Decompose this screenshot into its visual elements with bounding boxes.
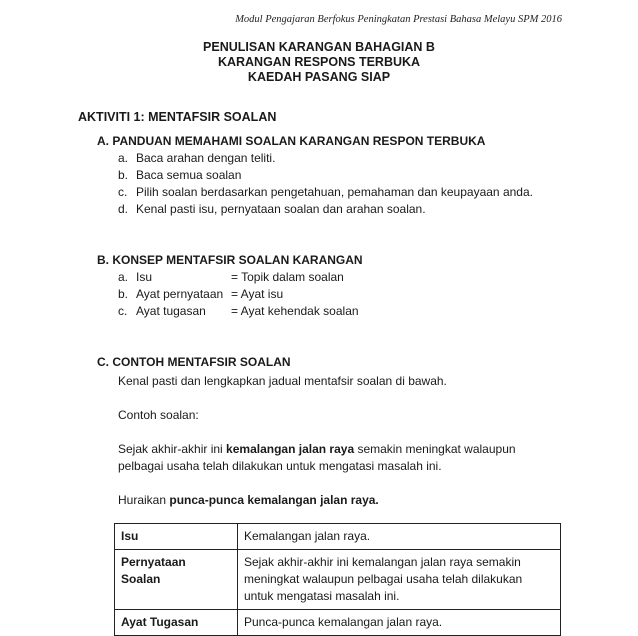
list-item-letter: c. — [118, 185, 128, 199]
example-label: Contoh soalan: — [118, 408, 199, 422]
list-item: Baca arahan dengan teliti. — [136, 151, 276, 165]
list-item-letter: b. — [118, 287, 129, 301]
label-line: Pernyataan — [121, 555, 186, 569]
table-cell-label: Isu — [115, 524, 238, 550]
task-bold: punca-punca kemalangan jalan raya. — [169, 493, 379, 507]
table-cell-value: Kemalangan jalan raya. — [238, 524, 561, 550]
section-c-heading: C. CONTOH MENTAFSIR SOALAN — [97, 355, 291, 369]
definition: = Topik dalam soalan — [231, 270, 344, 284]
question-text: Sejak akhir-akhir ini — [118, 442, 227, 456]
table-cell-value — [238, 550, 561, 610]
title-line-2: KARANGAN RESPONS TERBUKA — [217, 55, 421, 69]
task-line — [118, 493, 379, 507]
title-line-1: PENULISAN KARANGAN BAHAGIAN B — [203, 40, 435, 54]
section-b-heading: B. KONSEP MENTAFSIR SOALAN KARANGAN — [97, 253, 363, 267]
question-issue: kemalangan jalan raya — [226, 442, 355, 456]
title-line-3: KAEDAH PASANG SIAP — [247, 70, 391, 84]
list-item-letter: a. — [118, 270, 129, 284]
analysis-table — [114, 523, 561, 636]
table-cell-label — [115, 550, 238, 610]
question-text: semakin meningkat walaupun — [354, 442, 516, 456]
example-question-line-2: pelbagai usaha telah dilakukan untuk mengatasi masalah ini. — [118, 459, 442, 473]
task-text: Huraikan — [118, 493, 170, 507]
value-line: untuk mengatasi masalah ini. — [244, 589, 400, 603]
table-cell-label: Ayat Tugasan — [115, 610, 238, 636]
running-header: Modul Pengajaran Berfokus Peningkatan Prestasi Bahasa Melayu SPM 2016 — [235, 14, 562, 25]
value-line: Sejak akhir-akhir ini kemalangan jalan raya semakin — [244, 555, 521, 569]
list-item-letter: d. — [118, 202, 129, 216]
section-a-heading: A. PANDUAN MEMAHAMI SOALAN KARANGAN RESPON TERBUKA — [97, 134, 486, 148]
definition: = Ayat kehendak soalan — [231, 304, 359, 318]
table-cell-value: Punca-punca kemalangan jalan raya. — [238, 610, 561, 636]
list-item-letter: b. — [118, 168, 129, 182]
section-c-intro: Kenal pasti dan lengkapkan jadual mentafsir soalan di bawah. — [118, 374, 447, 388]
label-line: Soalan — [121, 572, 161, 586]
term: Isu — [136, 270, 153, 284]
value-line: meningkat walaupun pelbagai usaha telah dilakukan — [244, 572, 523, 586]
list-item-letter: c. — [118, 304, 128, 318]
definition: = Ayat isu — [231, 287, 284, 301]
table-row — [115, 524, 561, 550]
list-item-letter: a. — [118, 151, 129, 165]
list-item: Kenal pasti isu, pernyataan soalan dan arahan soalan. — [136, 202, 426, 216]
term: Ayat tugasan — [136, 304, 206, 318]
list-item: Pilih soalan berdasarkan pengetahuan, pemahaman dan keupayaan anda. — [136, 185, 533, 199]
term: Ayat pernyataan — [136, 287, 224, 301]
list-item: Baca semua soalan — [136, 168, 242, 182]
table-row — [115, 550, 561, 610]
activity-heading: AKTIVITI 1: MENTAFSIR SOALAN — [78, 110, 277, 124]
table-row — [115, 610, 561, 636]
example-question-line-1 — [118, 442, 516, 456]
